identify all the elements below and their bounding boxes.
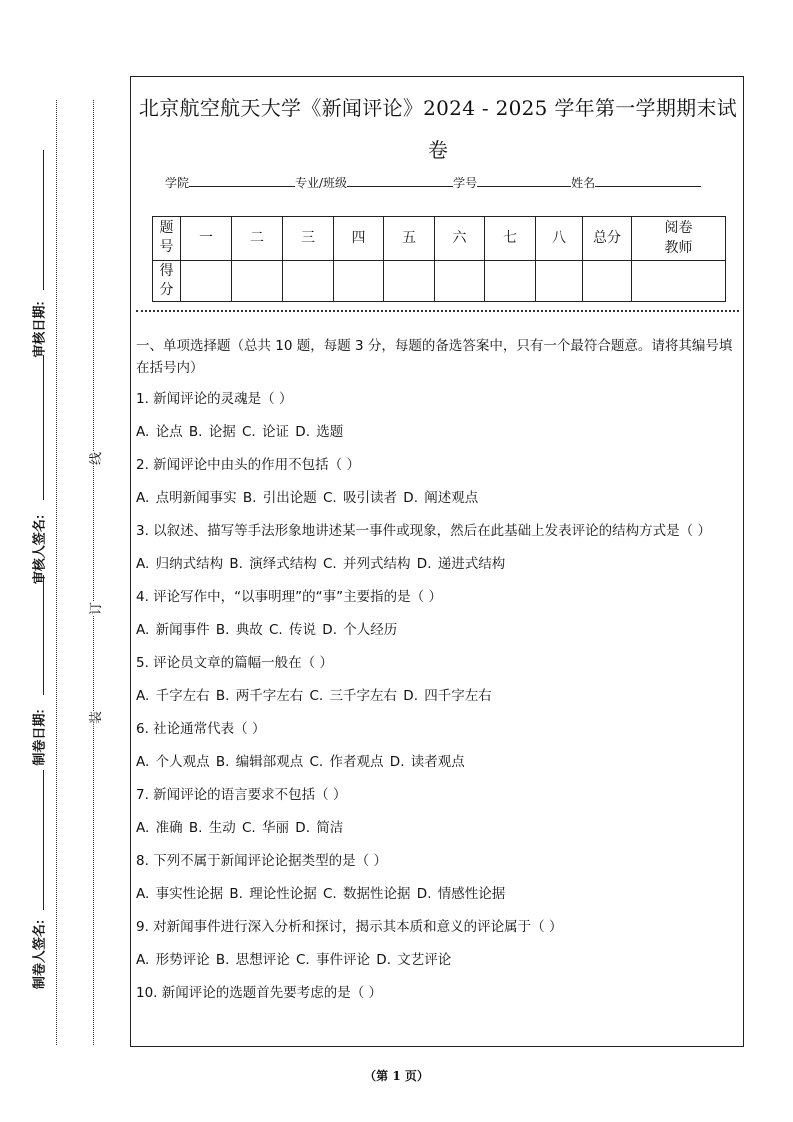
score-cell[interactable] bbox=[181, 260, 232, 301]
question-3-options: A. 归纳式结构 B. 演绎式结构 C. 并列式结构 D. 递进式结构 bbox=[136, 556, 506, 572]
maker-sign-blank bbox=[43, 770, 44, 910]
student-id-blank[interactable] bbox=[477, 174, 571, 187]
reviewer-sign-blank bbox=[43, 355, 44, 500]
name-blank[interactable] bbox=[595, 174, 701, 187]
reviewer-sign-label: 审核人签名: bbox=[31, 514, 47, 585]
score-value-row bbox=[153, 260, 726, 301]
question-6-options: A. 个人观点 B. 编辑部观点 C. 作者观点 D. 读者观点 bbox=[136, 754, 465, 770]
page-footer: （第 1 页） bbox=[364, 1069, 429, 1083]
score-cell[interactable] bbox=[536, 260, 583, 301]
col-header: 七 bbox=[485, 217, 536, 261]
question-2: 2. 新闻评论中由头的作用不包括（ ） bbox=[136, 457, 360, 473]
col-header: 六 bbox=[435, 217, 485, 261]
student-id-label: 学号 bbox=[453, 176, 478, 190]
row-label-score: 得分 bbox=[153, 260, 181, 301]
section-heading: 一、单项选择题（总共 10 题，每题 3 分，每题的备选答案中，只有一个最符合题意。请将其编号填在括号内） bbox=[136, 338, 733, 376]
exam-frame bbox=[130, 76, 744, 1047]
question-9-options: A. 形势评论 B. 思想评论 C. 事件评论 D. 文艺评论 bbox=[136, 952, 452, 968]
question-6: 6. 社论通常代表（ ） bbox=[136, 721, 266, 737]
score-table bbox=[152, 216, 726, 302]
col-header: 四 bbox=[334, 217, 384, 261]
binding-char-zhuang: 装 bbox=[83, 711, 106, 724]
question-5: 5. 评论员文章的篇幅一般在（ ） bbox=[136, 655, 333, 671]
question-1-options: A. 论点 B. 论据 C. 论证 D. 选题 bbox=[136, 424, 344, 440]
binding-margin bbox=[0, 0, 125, 1122]
score-header-row bbox=[153, 217, 726, 261]
question-7-options: A. 准确 B. 生动 C. 华丽 D. 简洁 bbox=[136, 820, 344, 836]
col-header: 五 bbox=[384, 217, 435, 261]
major-class-label: 专业/班级 bbox=[295, 176, 348, 190]
make-date-blank bbox=[43, 575, 44, 695]
score-cell[interactable] bbox=[334, 260, 384, 301]
score-cell[interactable] bbox=[435, 260, 485, 301]
col-header: 八 bbox=[536, 217, 583, 261]
college-blank[interactable] bbox=[189, 174, 295, 187]
make-date-label: 制卷日期: bbox=[31, 709, 47, 766]
college-label: 学院 bbox=[165, 176, 190, 190]
score-cell[interactable] bbox=[384, 260, 435, 301]
question-4: 4. 评论写作中，“以事明理”的“事”主要指的是（ ） bbox=[136, 589, 442, 605]
question-10: 10. 新闻评论的选题首先要考虑的是（ ） bbox=[136, 985, 383, 1001]
question-9: 9. 对新闻事件进行深入分析和探讨，揭示其本质和意义的评论属于（ ） bbox=[136, 919, 563, 935]
col-header-total: 总分 bbox=[583, 217, 632, 261]
row-label-question-number: 题号 bbox=[153, 217, 181, 261]
score-cell[interactable] bbox=[485, 260, 536, 301]
binding-dotted-line-outer bbox=[56, 100, 57, 1045]
review-date-label: 审核日期: bbox=[31, 301, 47, 358]
col-header: 一 bbox=[181, 217, 232, 261]
name-label: 姓名 bbox=[571, 176, 596, 190]
score-cell-total[interactable] bbox=[583, 260, 632, 301]
binding-dotted-line-inner bbox=[93, 100, 94, 1045]
maker-sign-label: 制卷人签名: bbox=[31, 919, 47, 990]
review-date-blank bbox=[43, 150, 44, 290]
question-2-options: A. 点明新闻事实 B. 引出论题 C. 吸引读者 D. 阐述观点 bbox=[136, 490, 479, 506]
col-header-grader: 阅卷教师 bbox=[632, 217, 726, 261]
score-cell[interactable] bbox=[232, 260, 283, 301]
section-single-choice bbox=[136, 335, 741, 1015]
exam-title: 北京航空航天大学《新闻评论》2024 - 2025 学年第一学期期末试卷 bbox=[138, 96, 738, 162]
question-4-options: A. 新闻事件 B. 典故 C. 传说 D. 个人经历 bbox=[136, 622, 398, 638]
binding-char-ding: 订 bbox=[83, 602, 106, 615]
score-cell[interactable] bbox=[283, 260, 334, 301]
question-7: 7. 新闻评论的语言要求不包括（ ） bbox=[136, 787, 347, 803]
student-info-row bbox=[165, 174, 701, 191]
question-8: 8. 下列不属于新闻评论论据类型的是（ ） bbox=[136, 853, 387, 869]
score-cell-grader[interactable] bbox=[632, 260, 726, 301]
question-1: 1. 新闻评论的灵魂是（ ） bbox=[136, 391, 293, 407]
question-3: 3. 以叙述、描写等手法形象地讲述某一事件或现象，然后在此基础上发表评论的结构方式是（ ） bbox=[136, 523, 711, 539]
question-5-options: A. 千字左右 B. 两千字左右 C. 三千字左右 D. 四千字左右 bbox=[136, 688, 492, 704]
col-header: 二 bbox=[232, 217, 283, 261]
major-class-blank[interactable] bbox=[347, 174, 453, 187]
col-header: 三 bbox=[283, 217, 334, 261]
dotted-separator bbox=[136, 310, 739, 312]
question-8-options: A. 事实性论据 B. 理论性论据 C. 数据性论据 D. 情感性论据 bbox=[136, 886, 506, 902]
binding-char-line: 线 bbox=[83, 452, 106, 465]
